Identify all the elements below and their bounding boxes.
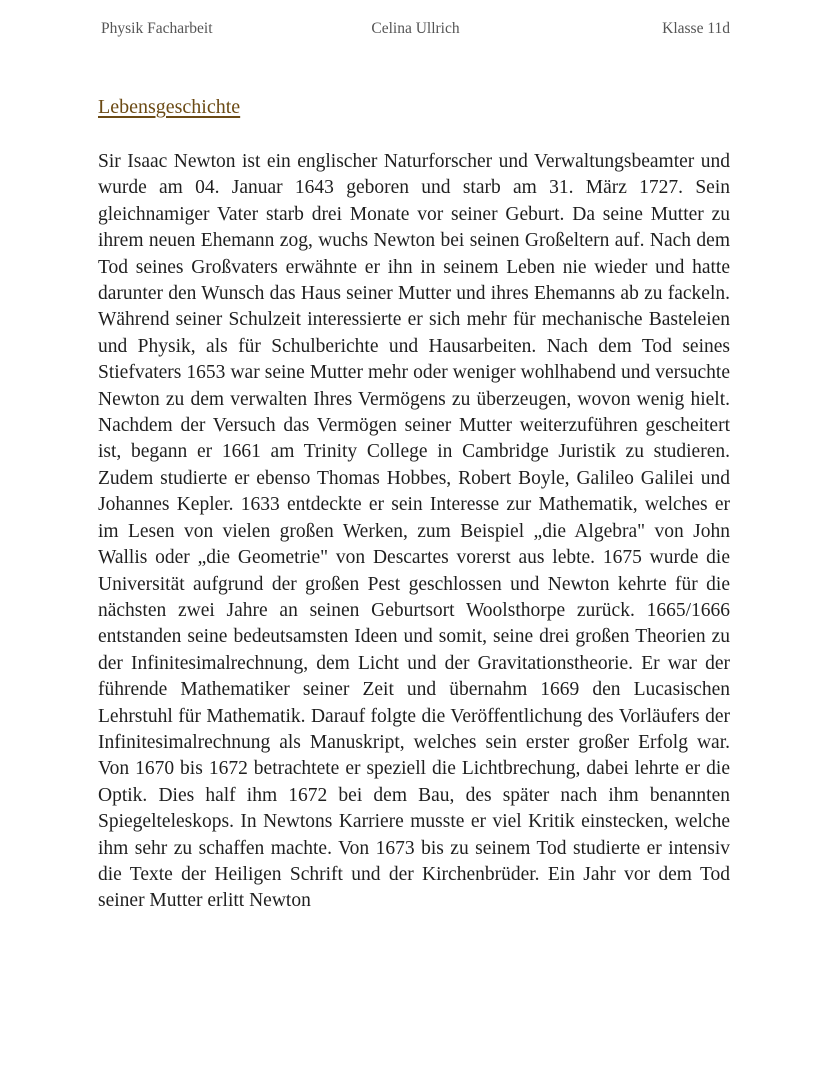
header-class: Klasse 11d bbox=[662, 20, 730, 37]
body-paragraph: Sir Isaac Newton ist ein englischer Naturforscher und Verwaltungsbeamter und wurde am 04. Januar 1643 geboren und starb am 31. März 1727. Sein gleichnamiger Vater starb drei Monate vor seiner Geburt. Da seine Mutter zu ihrem neuen Ehemann zog, wuchs Newton bei seinen Großeltern auf. Nach dem Tod seines Großvaters erwähnte er ihn in seinem Leben nie wieder und hatte darunter den Wunsch das Haus seiner Mutter und ihres Ehemanns ab zu fackeln. Während seiner Schulzeit interessierte er sich mehr für mechanische Basteleien und Physik, als für Schulberichte und Hausarbeiten. Nach dem Tod seines Stiefvaters 1653 war seine Mutter mehr oder weniger wohlhabend und versuchte Newton zu dem verwalten Ihres Vermögens zu überzeugen, wovon wenig hielt. Nachdem der Versuch das Vermögen seiner Mutter weiterzuführen gescheitert ist, begann er 1661 am Trinity College in Cambridge Juristik zu studieren. Zudem studierte er ebenso Thomas Hobbes, Robert Boyle, Galileo Galilei und Johannes Kepler. 1633 entdeckte er sein Interesse zur Mathematik, welches er im Lesen von vielen großen Werken, zum Beispiel „die Algebra" von John Wallis oder „die Geometrie" von Descartes vorerst aus lebte. 1675 wurde die Universität aufgrund der großen Pest geschlossen und Newton kehrte für die nächsten zwei Jahre an seinen Geburtsort Woolsthorpe zurück. 1665/1666 entstanden seine bedeutsamsten Ideen und somit, seine drei großen Theorien zu der Infinitesimalrechnung, dem Licht und der Gravitationstheorie. Er war der führende Mathematiker seiner Zeit und übernahm 1669 den Lucasischen Lehrstuhl für Mathematik. Darauf folgte die Veröffentlichung des Vorläufers der Infinitesimalrechnung als Manuskript, welches sein erster großer Erfolg war. Von 1670 bis 1672 betrachtete er speziell die Lichtbrechung, dabei lehrte er die Optik. Dies half ihm 1672 bei dem Bau, des später nach ihm benannten Spiegelteleskops. In Newtons Karriere musste er viel Kritik einstecken, welche ihm sehr zu schaffen machte. Von 1673 bis zu seinem Tod studierte er intensiv die Texte der Heiligen Schrift und der Kirchenbrüder. Ein Jahr vor dem Tod seiner Mutter erlitt Newton bbox=[98, 151, 730, 912]
section-title: Lebensgeschichte bbox=[98, 96, 241, 118]
header-subject: Physik Facharbeit bbox=[101, 20, 213, 37]
page-header bbox=[101, 20, 730, 40]
header-author: Celina Ullrich bbox=[371, 20, 460, 37]
